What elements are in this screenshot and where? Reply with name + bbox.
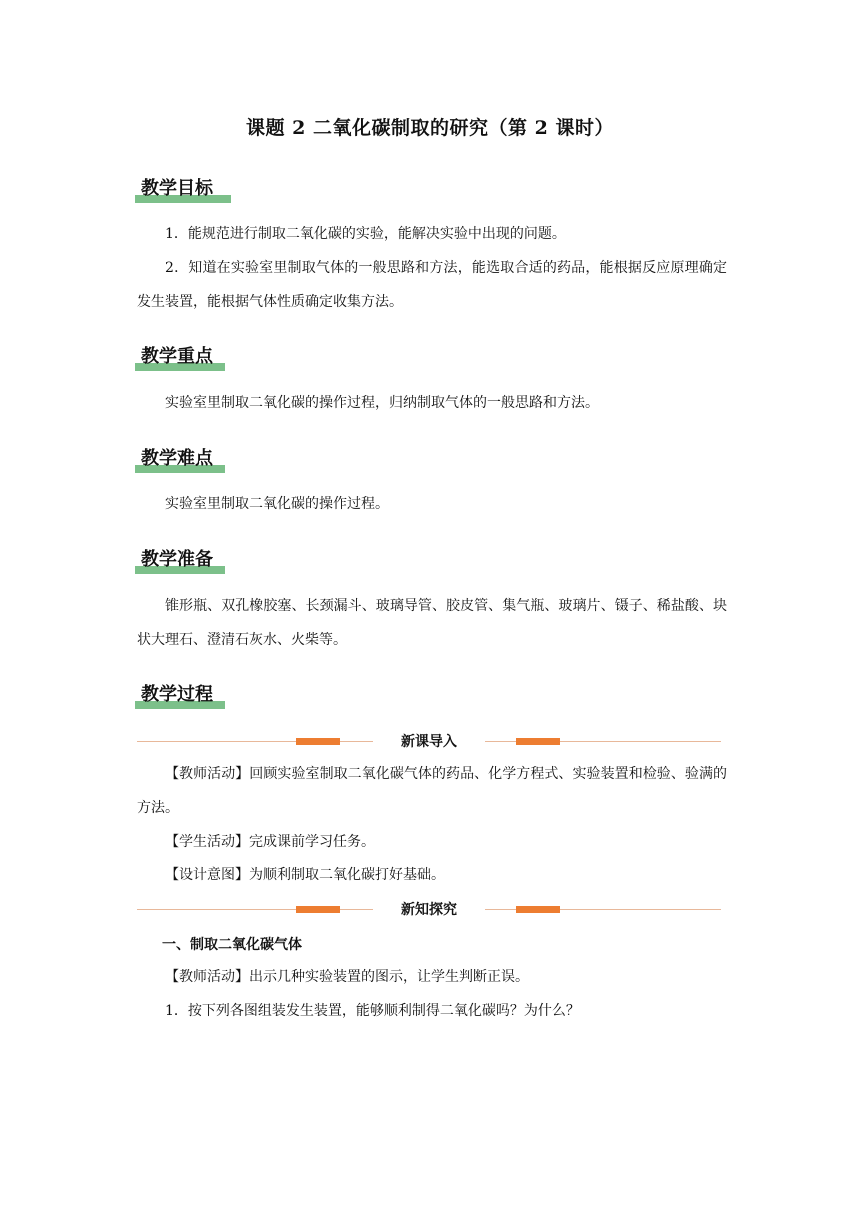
intro-teacher-activity: 【教师活动】回顾实验室制取二氧化碳气体的药品、化学方程式、实验装置和检验、验满的方法。	[137, 766, 727, 816]
section-heading-goals	[135, 177, 231, 203]
divider-label	[137, 732, 721, 752]
section-heading-key-points	[135, 345, 225, 371]
heading-text: 教学重点	[141, 346, 213, 367]
intro-design-intent: 【设计意图】为顺利制取二氧化碳打好基础。	[165, 867, 445, 883]
divider-label-text: 新知探究	[373, 902, 485, 918]
goal-item-2: 2．知道在实验室里制取气体的一般思路和方法，能选取合适的药品，能根据反应原理确定发生装置，能根据气体性质确定收集方法。	[137, 260, 727, 310]
goal-item-1: 1．能规范进行制取二氧化碳的实验，能解决实验中出现的问题。	[165, 226, 566, 242]
section-heading-preparation	[135, 548, 225, 574]
divider-intro	[137, 732, 721, 752]
divider-label-text: 新课导入	[373, 734, 485, 750]
explore-question-1: 1．按下列各图组装发生装置，能够顺利制得二氧化碳吗？为什么？	[165, 1003, 580, 1019]
intro-student-activity: 【学生活动】完成课前学习任务。	[165, 834, 375, 850]
explore-subheading: 一、制取二氧化碳气体	[162, 937, 302, 953]
preparation-text: 锥形瓶、双孔橡胶塞、长颈漏斗、玻璃导管、胶皮管、集气瓶、玻璃片、镊子、稀盐酸、块状大理石、澄清石灰水、火柴等。	[137, 598, 727, 648]
key-points-text: 实验室里制取二氧化碳的操作过程，归纳制取气体的一般思路和方法。	[165, 395, 599, 411]
divider-label	[137, 900, 721, 920]
heading-text: 教学过程	[141, 684, 213, 705]
heading-text: 教学准备	[141, 549, 213, 570]
section-heading-difficulties	[135, 447, 225, 473]
divider-explore	[137, 900, 721, 920]
section-heading-process	[135, 683, 225, 709]
page-title: 课题 2 二氧化碳制取的研究（第 2 课时）	[246, 117, 614, 139]
heading-text: 教学目标	[141, 178, 213, 199]
heading-text: 教学难点	[141, 448, 213, 469]
explore-teacher-activity: 【教师活动】出示几种实验装置的图示，让学生判断正误。	[165, 969, 529, 985]
difficulties-text: 实验室里制取二氧化碳的操作过程。	[165, 496, 389, 512]
